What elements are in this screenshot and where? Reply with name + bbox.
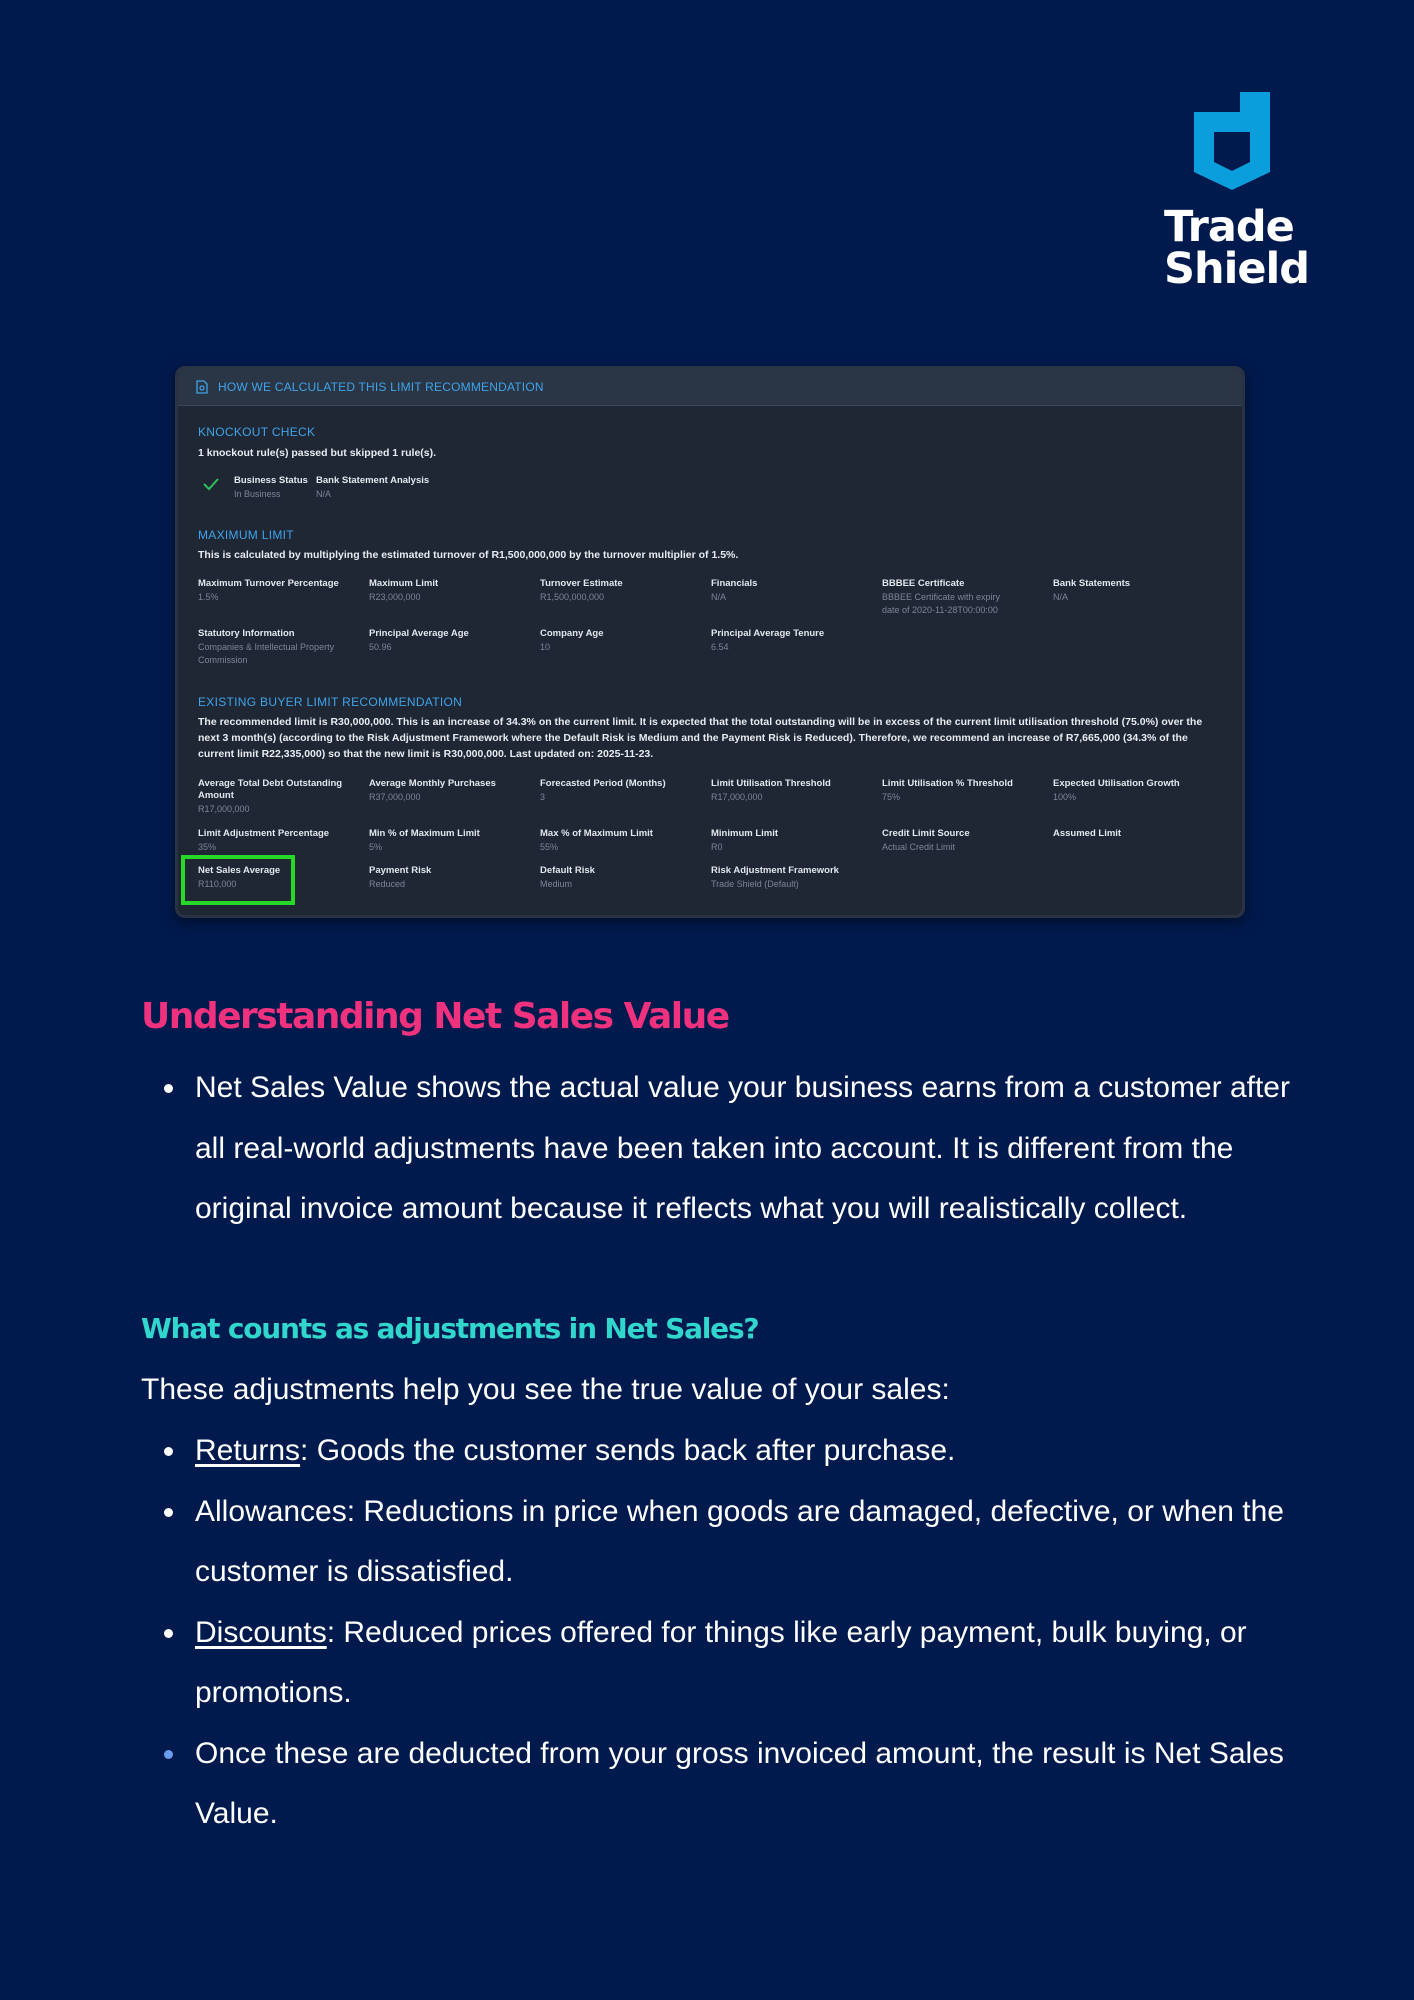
document-icon bbox=[196, 380, 208, 394]
knockout-summary: 1 knockout rule(s) passed but skipped 1 rule(s). bbox=[198, 447, 437, 459]
field-limit-utilisation-threshold: Limit Utilisation Threshold R17,000,000 bbox=[711, 778, 831, 802]
maximum-limit-title: MAXIMUM LIMIT bbox=[198, 528, 294, 542]
trade-shield-logo bbox=[1160, 92, 1310, 294]
field-expected-utilisation-growth: Expected Utilisation Growth 100% bbox=[1053, 778, 1180, 802]
field-payment-risk: Payment Risk Reduced bbox=[369, 865, 432, 889]
adjustments-list bbox=[141, 1421, 1291, 1845]
maximum-limit-summary: This is calculated by multiplying the estimated turnover of R1,500,000,000 by the turnover multiplier of 1.5%. bbox=[198, 549, 739, 561]
brand-line2: Shield bbox=[1164, 244, 1310, 294]
lead-paragraph: These adjustments help you see the true value of your sales: bbox=[141, 1373, 950, 1406]
field-financials: Financials N/A bbox=[711, 578, 758, 602]
field-limit-utilisation-percent-threshold: Limit Utilisation % Threshold 75% bbox=[882, 778, 1013, 802]
existing-buyer-summary: The recommended limit is R30,000,000. This is an increase of 34.3% on the current limit. It is expected that the total outstanding will be in excess of the current limit utilisation threshold (75.0%) over the next 3 month(s) (according to the Risk Adjustment Framework where the Default Risk is Medium and the Payment Risk is Reduced). Therefore, we recommend an increase of R7,665,000 (34.3% of the current limit R22,335,000) so that the new limit is R30,000,000. Last updated on: 2025-11-23. bbox=[198, 716, 1203, 760]
article-subheading: What counts as adjustments in Net Sales? bbox=[141, 1312, 759, 1345]
limit-recommendation-screenshot bbox=[175, 366, 1245, 918]
field-limit-adjustment-percentage: Limit Adjustment Percentage 35% bbox=[198, 828, 330, 852]
existing-buyer-title: EXISTING BUYER LIMIT RECOMMENDATION bbox=[198, 695, 463, 709]
field-statutory-information: Statutory Information Companies & Intellectual Property Commission bbox=[198, 628, 335, 665]
field-max-percent-maximum-limit: Max % of Maximum Limit 55% bbox=[540, 828, 653, 852]
term-discounts: Discounts bbox=[195, 1615, 327, 1649]
field-risk-adjustment-framework: Risk Adjustment Framework Trade Shield (Default) bbox=[711, 865, 839, 889]
field-bank-statements: Bank Statements N/A bbox=[1053, 578, 1131, 602]
field-default-risk: Default Risk Medium bbox=[540, 865, 595, 889]
field-business-status: Business Status In Business bbox=[234, 475, 308, 499]
checkmark-icon bbox=[202, 477, 220, 491]
field-company-age: Company Age 10 bbox=[540, 628, 604, 652]
term-allowances: Allowances bbox=[195, 1494, 347, 1528]
field-bank-statement-analysis: Bank Statement Analysis N/A bbox=[316, 475, 430, 499]
intro-list bbox=[141, 1058, 1291, 1240]
field-minimum-limit: Minimum Limit R0 bbox=[711, 828, 779, 852]
net-sales-highlight-box bbox=[181, 855, 295, 905]
field-turnover-estimate: Turnover Estimate R1,500,000,000 bbox=[540, 578, 623, 602]
list-item-conclusion: Once these are deducted from your gross invoiced amount, the result is Net Sales Value. bbox=[141, 1724, 1291, 1845]
field-principal-average-tenure: Principal Average Tenure 6.54 bbox=[711, 628, 825, 652]
field-bbbee-certificate: BBBEE Certificate BBBEE Certificate with expiry date of 2020-11-28T00:00:00 bbox=[882, 578, 1001, 615]
field-average-monthly-purchases: Average Monthly Purchases R37,000,000 bbox=[369, 778, 496, 802]
shield-logo-icon bbox=[1194, 92, 1270, 190]
panel-header-title: HOW WE CALCULATED THIS LIMIT RECOMMENDATION bbox=[218, 380, 544, 394]
list-item-returns: Returns: Goods the customer sends back after purchase. bbox=[141, 1421, 1291, 1482]
field-assumed-limit: Assumed Limit bbox=[1053, 828, 1122, 839]
field-forecasted-period: Forecasted Period (Months) 3 bbox=[540, 778, 666, 802]
article-heading: Understanding Net Sales Value bbox=[141, 996, 729, 1037]
brand-line1: Trade bbox=[1164, 202, 1294, 252]
field-maximum-turnover-percentage: Maximum Turnover Percentage 1.5% bbox=[198, 578, 339, 602]
field-maximum-limit: Maximum Limit R23,000,000 bbox=[369, 578, 439, 602]
field-min-percent-maximum-limit: Min % of Maximum Limit 5% bbox=[369, 828, 480, 852]
field-net-sales-average: Net Sales Average R110,000 bbox=[198, 865, 281, 889]
intro-bullet: Net Sales Value shows the actual value your business earns from a customer after all real-world adjustments have been taken into account. It is different from the original invoice amount because it reflects what you will realistically collect. bbox=[141, 1058, 1291, 1240]
term-returns: Returns bbox=[195, 1434, 301, 1467]
field-principal-average-age: Principal Average Age 50.96 bbox=[369, 628, 469, 652]
field-average-total-debt-outstanding: Average Total Debt Outstanding Amount R17,000,000 bbox=[198, 778, 343, 814]
list-item-allowances: Allowances: Reductions in price when goods are damaged, defective, or when the customer is dissatisfied. bbox=[141, 1482, 1291, 1603]
brand-name bbox=[1164, 202, 1310, 294]
field-credit-limit-source: Credit Limit Source Actual Credit Limit bbox=[882, 828, 970, 852]
list-item-discounts: Discounts: Reduced prices offered for things like early payment, bulk buying, or promotions. bbox=[141, 1603, 1291, 1724]
panel-header bbox=[178, 369, 1242, 406]
knockout-title: KNOCKOUT CHECK bbox=[198, 425, 316, 439]
